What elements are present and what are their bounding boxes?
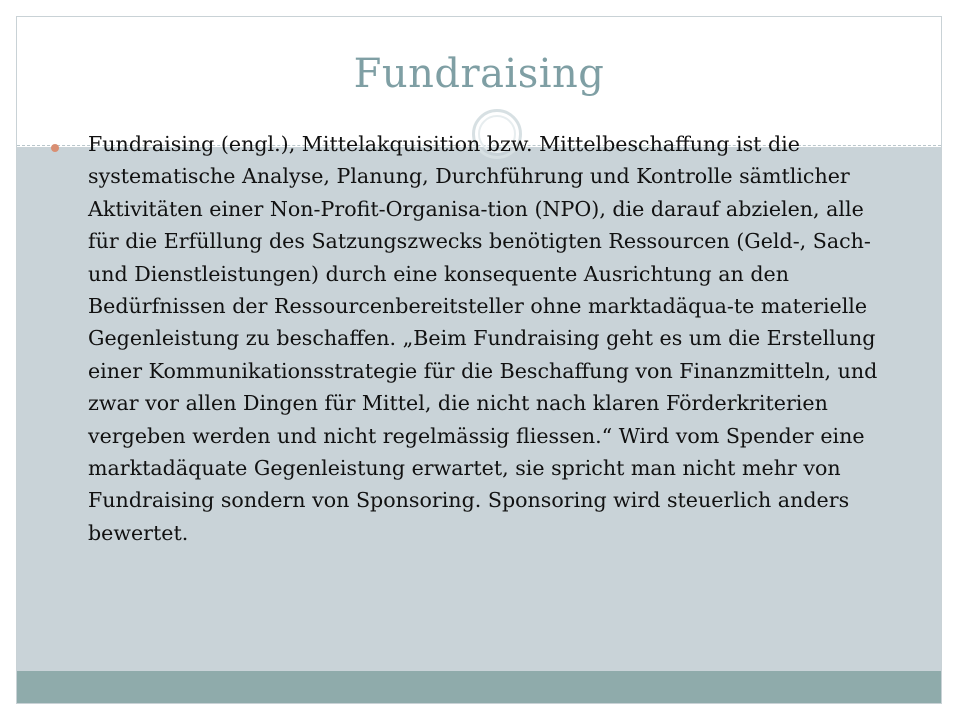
slide-frame: [16, 16, 942, 704]
bullet-text: Fundraising (engl.), Mittelakquisition bzw. Mittelbeschaffung ist die systematische Analyse, Planung, Durchführung und Kontrolle sämtlicher Aktivitäten einer Non-Profit-Organisa-tion (NPO), die darauf abzielen, alle für die Erfüllung des Satzungszwecks benötigten Ressourcen (Geld-, Sach- und Dienstleistungen) durch eine konsequente Ausrichtung an den Bedürfnissen der Ressourcenbereitsteller ohne marktadäqua-te materielle Gegenleistung zu beschaffen. „Beim Fundraising geht es um die Erstellung einer Kommunikationsstrategie für die Beschaffung von Finanzmitteln, und zwar vor allen Dingen für Mittel, die nicht nach klaren Förderkriterien vergeben werden und nicht regelmässig fliessen.“ Wird vom Spender eine marktadäquate Gegenleistung erwartet, sie spricht man nicht mehr von Fundraising sondern von Sponsoring. Sponsoring wird steuerlich anders bewertet.: [88, 132, 878, 545]
slide-title: Fundraising: [353, 51, 605, 97]
bullet-item: [51, 128, 901, 549]
footer-band: [17, 671, 941, 703]
bullet-list: [51, 128, 901, 549]
bullet-dot-icon: [51, 144, 59, 152]
